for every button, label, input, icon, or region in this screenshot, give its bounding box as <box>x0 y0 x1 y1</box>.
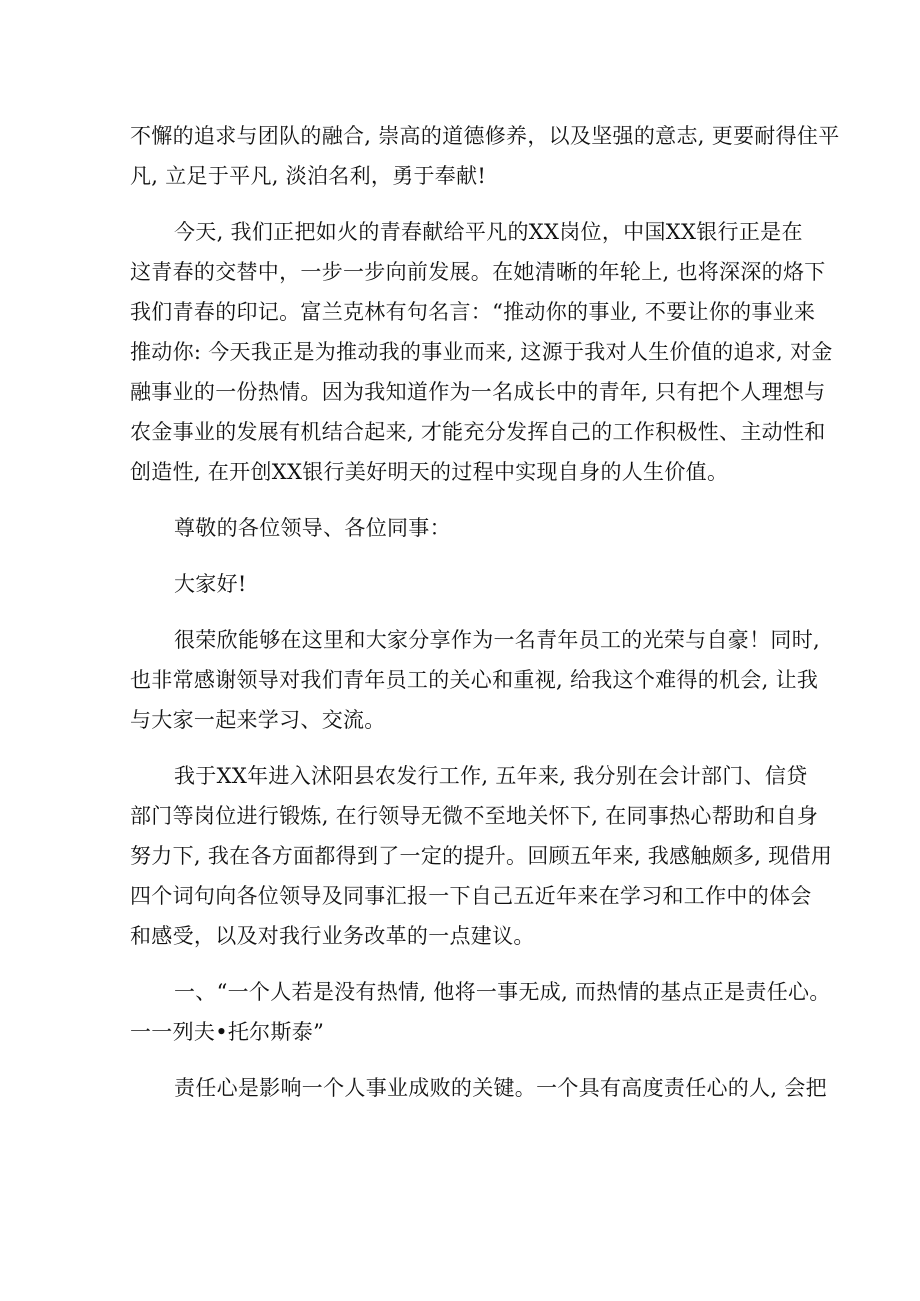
paragraph-6 <box>130 756 833 956</box>
greeting-line: 尊敬的各位领导、各位同事： <box>174 516 451 540</box>
text-line: 融事业的一份热情。因为我知道作为一名成长中的青年, 只有把个人理想与 <box>130 380 826 404</box>
paragraph-8 <box>130 1068 827 1108</box>
text-line: 我于XX年进入沭阳县农发行工作, 五年来, 我分别在会计部门、信贷 <box>174 764 808 788</box>
text-line: 今天, 我们正把如火的青春献给平凡的XX岗位，中国XX银行正是在 <box>174 220 803 244</box>
section-heading-line: 一、“一个人若是没有热情, 他将一事无成, 而热情的基点正是责任心。 <box>174 980 831 1004</box>
text-line: 我们青春的印记。富兰克林有句名言：“推动你的事业, 不要让你的事业来 <box>130 300 816 324</box>
paragraph-5 <box>130 620 820 740</box>
greeting-line: 大家好! <box>174 572 247 596</box>
paragraph-4 <box>130 564 796 604</box>
text-line: 创造性, 在开创XX银行美好明天的过程中实现自身的人生价值。 <box>130 460 729 484</box>
paragraph-3 <box>130 508 796 548</box>
paragraph-1 <box>130 116 840 196</box>
paragraph-7 <box>130 972 831 1052</box>
text-line: 部门等岗位进行锻炼, 在行领导无微不至地关怀下, 在同事热心帮助和自身 <box>130 804 819 828</box>
text-line: 不懈的追求与团队的融合, 崇高的道德修养，以及坚强的意志, 更要耐得住平 <box>130 124 840 148</box>
section-heading-line: 一一列夫•托尔斯泰” <box>130 1020 325 1044</box>
text-line: 四个词句向各位领导及同事汇报一下自己五近年来在学习和工作中的体会 <box>130 884 812 908</box>
text-line: 很荣欣能够在这里和大家分享作为一名青年员工的光荣与自豪！同时, <box>174 628 820 652</box>
text-line: 也非常感谢领导对我们青年员工的关心和重视, 给我这个难得的机会, 让我 <box>130 668 819 692</box>
text-line: 凡, 立足于平凡, 淡泊名利，勇于奉献! <box>130 164 487 188</box>
text-line: 这青春的交替中，一步一步向前发展。在她清晰的年轮上, 也将深深的烙下 <box>130 260 826 284</box>
text-line: 和感受，以及对我行业务改革的一点建议。 <box>130 924 535 948</box>
document-body <box>130 116 840 1124</box>
paragraph-2 <box>130 212 833 492</box>
text-line: 推动你: 今天我正是为推动我的事业而来, 这源于我对人生价值的追求, 对金 <box>130 340 833 364</box>
text-line: 农金事业的发展有机结合起来, 才能充分发挥自己的工作积极性、主动性和 <box>130 420 826 444</box>
text-line: 努力下, 我在各方面都得到了一定的提升。回顾五年来, 我感触颇多, 现借用 <box>130 844 833 868</box>
text-line: 责任心是影响一个人事业成败的关键。一个具有高度责任心的人, 会把 <box>174 1076 827 1100</box>
text-line: 与大家一起来学习、交流。 <box>130 708 386 732</box>
